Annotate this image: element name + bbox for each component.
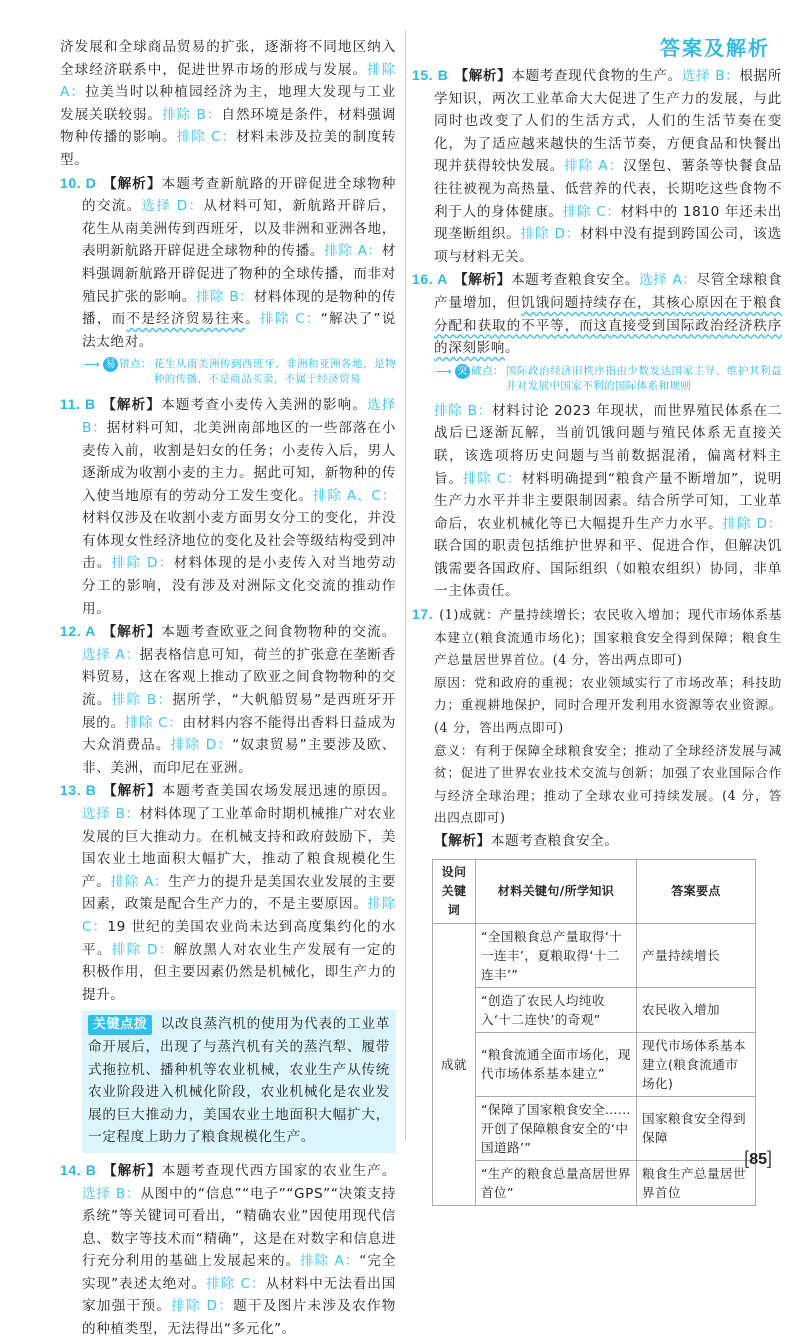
table-header-cell: 设问关键词 [433, 859, 476, 923]
table-answer-cell: 农民收入增加 [637, 987, 756, 1032]
table-material-cell: “粮食流通全面市场化，现代市场体系基本建立” [476, 1032, 637, 1096]
text-segment: 据材料可知，北美洲南部地区的一些部落在小麦传入前，收割是妇女的任务；小麦传入后，男人逐渐成为收割小麦的主力。据此可知，新物种的传入使当地原有的劳动分工发生变化。 [82, 419, 397, 504]
text-segment: 材料未涉及拉美的制度转型。 [60, 129, 396, 168]
table-row [433, 1096, 756, 1160]
text-segment: “解决了”说法太绝对。 [82, 311, 397, 350]
table-answer-cell: 现代市场体系基本建立(粮食流通市场化) [637, 1032, 756, 1096]
answer-paragraph [82, 176, 396, 350]
text-segment: 。 [245, 311, 260, 328]
answer-paragraph [434, 68, 782, 265]
option-label: 排除 B： [195, 288, 254, 305]
text-segment: 从材料可知，新航路开辟后，花生从南美洲传到西班牙，以及非洲和亚洲各地，表明新航路开辟促进全球物种的传播。 [82, 198, 396, 260]
text-segment: 济发展和全球商品贸易的扩张，逐渐将不同地区纳入全球经济联系中，促进世界市场的形成与发展。 [60, 39, 396, 78]
text-segment: 拉美当时以种植园经济为主，地理大发现与工业发展关联较弱。 [60, 84, 396, 123]
option-label: 选择 B： [82, 397, 397, 436]
analysis-text: 本题考查粮食安全。 [490, 833, 619, 849]
option-label: 选择 B： [82, 1185, 141, 1202]
option-label: 排除 C： [206, 1275, 266, 1292]
text-segment: 材料体现了工业革命时期机械推广对农业发展的巨大推动力。在机械支持和政府鼓励下，美国农业土地面积大幅扩大，推动了粮食规模化生产。 [82, 806, 396, 890]
analysis-label: 【解析】 [434, 833, 491, 849]
option-label: 排除 A： [324, 243, 382, 260]
left-column [60, 36, 396, 1341]
text-segment: 尽管全球粮食产量增加，但 [434, 272, 783, 311]
answer-paragraph [82, 1163, 396, 1337]
table-material-cell: “生产的粮食总量高居世界首位” [476, 1160, 637, 1205]
table-keyword-cell: 成就 [433, 923, 476, 1205]
text-segment: 据表格信息可知，荷兰的扩张意在垄断香料贸易，这在客观上推动了欧亚之间食物物种的交流。 [82, 646, 396, 709]
table-material-cell: “保障了国家粮食安全……开创了保障粮食安全的‘中国道路’” [476, 1096, 637, 1160]
answer-item [60, 172, 396, 354]
table-row [433, 1032, 756, 1096]
option-label: 排除 D： [111, 555, 174, 572]
option-label: 排除 A： [110, 873, 169, 890]
question-number: 17. [412, 606, 434, 623]
table-answer-cell: 产量持续增长 [637, 923, 756, 987]
section-title: 答案及解析 [660, 36, 770, 60]
question-number: 14. B [60, 1161, 97, 1178]
table-row [433, 923, 756, 987]
callout-lead [455, 364, 504, 379]
callout-text: 花生从南美洲传到西班牙、非洲和亚洲各地，是物种的传播，不是商品买卖，不属于经济贸易 [153, 358, 396, 386]
analysis-table [432, 859, 756, 1206]
callout-badge-icon: 突 [455, 364, 470, 379]
option-label: 排除 A： [300, 1253, 360, 1270]
text-segment: 生产力的提升是美国农业发展的主要因素，政策是配合生产力的，不是主要原因。 [82, 873, 397, 913]
answer-item [412, 64, 782, 268]
callout-note [84, 357, 396, 387]
text-segment: 本题考查粮食安全。 [510, 272, 640, 289]
arrow-icon: ⟶ [436, 364, 453, 378]
callout-label: 错点： [119, 358, 152, 371]
option-label: 排除 A： [564, 158, 624, 175]
answer-paragraph [434, 272, 782, 356]
text-segment: 本题考查新航路的开辟促进全球物种的交流。 [82, 175, 396, 215]
text-segment: 【解析】 [101, 397, 162, 414]
answer-item-continued [412, 400, 782, 603]
text-segment: 从材料中无法看出国家加强干预。 [82, 1275, 396, 1315]
text-segment: 根据所学知识，两次工业革命大大促进了生产力的发展，与此同时也改变了人们的生活方式，人们的生活节奏在变化，为了适应越来越快的生活节奏，方便食品和快餐出现并获得较快发展。 [434, 68, 782, 175]
table-material-cell: “创造了农民人均纯收入‘十二连快’的奇观” [476, 987, 637, 1032]
table-header-cell: 答案要点 [637, 859, 756, 923]
question-number: 16. A [412, 271, 448, 288]
option-label: 排除 B： [434, 402, 492, 419]
text-segment: 【解析】 [102, 175, 162, 192]
option-label: 排除 D： [722, 515, 782, 532]
option-label: 排除 C： [259, 311, 321, 328]
option-label: 选择 A： [82, 646, 140, 663]
option-label: 排除 C： [462, 470, 522, 487]
page-number-value: 85 [749, 1151, 767, 1168]
text-segment: 材料体现的是小麦传入对当地劳动分工的影响，没有涉及对洲际文化交流的推动作用。 [82, 555, 396, 617]
answer-item [60, 779, 396, 1006]
table-header-cell: 材料关键句/所学知识 [476, 859, 637, 923]
page-number: [85] [744, 1148, 772, 1168]
text-segment: 材料仅涉及在收割小麦方面男女分工的变化，并没有体现女性经济地位的变化及社会等级结构受到冲击。 [82, 510, 396, 572]
option-label: 选择 D： [141, 198, 204, 215]
analysis-line [434, 830, 782, 853]
answer-point: 意义：有利于保障全球粮食安全；推动了全球经济发展与减贫；促进了世界农业技术交流与创新；加强了农业国际合作与经济全球治理；推动了全球农业可持续发展。(4 分，答出四点即可) [434, 742, 782, 826]
text-segment: 材料中没有提到跨国公司，该选项与材料无关。 [434, 226, 782, 265]
table-header-row [433, 859, 756, 923]
callout-text: 国际政治经济旧秩序指由少数发达国家主导、维护其利益并对发展中国家不利的国际体系和规则 [505, 364, 782, 392]
option-label: 选择 A： [639, 272, 697, 289]
option-label: 排除 C： [562, 203, 621, 220]
option-label: 排除 B： [162, 106, 222, 123]
text-segment: 解放黑人对农业生产发展有一定的积极作用，但主要因素仍然是机械化，即生产力的提升。 [82, 941, 396, 1003]
answer-item [60, 1159, 396, 1341]
table-row [433, 1160, 756, 1205]
text-segment: 【解析】 [101, 624, 162, 641]
callout-label: 破点： [471, 364, 504, 377]
text-segment: 材料明确提到“粮食产量不断增加”，说明生产力水平并非主要限制因素。结合所学可知，工业革命后，农业机械化等已大幅提升生产力水平。 [434, 470, 782, 532]
table-material-cell: “全国粮食总产量取得‘十一连丰’，夏粮取得‘十二连丰’” [476, 923, 637, 987]
right-column [412, 64, 782, 1206]
key-tip-tag: 关键点拨 [88, 1015, 152, 1035]
text-segment: 材料讨论 2023 年现状，而世界殖民体系在二战后已逐渐瓦解，当前饥饿问题与殖民体系无直接关联，该选项将历史问题与当前数据混淆，偏离材料主旨。 [434, 402, 782, 487]
answer-item [60, 620, 396, 779]
answer-item [60, 36, 396, 172]
text-segment: 自然环境是条件，材料强调物种传播的影响。 [60, 106, 396, 146]
option-label: 排除 D： [520, 226, 581, 243]
answer-item [412, 268, 782, 359]
text-segment: 。 [504, 340, 520, 357]
text-segment: 汉堡包、薯条等快餐食品往往被视为高热量、低营养的代表，长期吃这些食物不利于人的身体健康。 [434, 158, 783, 220]
option-label: 排除 C： [124, 714, 183, 731]
answer-point: (1)成就：产量持续增长；农民收入增加；现代市场体系基本建立(粮食流通市场化)；国家粮食安全得到保障；粮食生产总量居世界首位。(4 分，答出两点即可) [434, 607, 782, 668]
text-segment: 19 世纪的美国农业尚未达到高度集约化的水平。 [82, 918, 396, 958]
text-segment: 本题考查现代食物的生产。 [511, 68, 682, 84]
option-label: 排除 B： [111, 692, 173, 709]
table-row [433, 987, 756, 1032]
option-label: 排除 D： [170, 737, 233, 754]
key-tip-box [82, 1010, 396, 1153]
option-label: 排除 D： [111, 941, 174, 958]
table-answer-cell: 国家粮食安全得到保障 [637, 1096, 756, 1160]
text-segment: 材料强调新航路开辟促进了物种的全球传播，而非对殖民扩张的影响。 [82, 243, 396, 305]
answer-paragraph [82, 397, 396, 616]
key-tip-text: 以改良蒸汽机的使用为代表的工业革命开展后，出现了与蒸汽机有关的蒸汽犁、履带式拖拉机、播种机等农业机械，农业生产从传统农业阶段进入机械化阶段，农业机械化是农业发展的巨大推动力，美国农业土地面积大幅扩大，一定程度上助力了粮食规模化生产。 [88, 1016, 390, 1146]
answer-paragraph [434, 400, 782, 603]
answer-point: 原因：党和政府的重视；农业领域实行了市场改革；科技助力；重视耕地保护，同时合理开发利用水资源等农业资源。(4 分，答出两点即可) [434, 674, 782, 736]
option-label: 选择 B： [82, 806, 140, 822]
question-number: 12. A [60, 623, 96, 640]
table-answer-cell: 粮食生产总量居世界首位 [637, 1160, 756, 1205]
text-segment: “奴隶贸易”主要涉及欧、非、美洲，而印尼在亚洲。 [82, 737, 396, 776]
text-segment: 题干及图片未涉及农作物的种植类型，无法得出“多元化”。 [82, 1298, 396, 1338]
text-segment: 据所学，“大帆船贸易”是西班牙开展的。 [82, 692, 397, 731]
text-segment: 本题考查小麦传入美洲的影响。 [161, 397, 368, 414]
text-segment: 本题考查欧亚之间食物物种的交流。 [161, 624, 396, 641]
text-segment: 材料体现的是物种的传播，而 [82, 288, 396, 328]
text-segment: 材料中的 1810 年还未出现垄断组织。 [434, 203, 782, 243]
column-divider [405, 30, 406, 1140]
answer-paragraph [60, 36, 396, 172]
text-segment: 从图中的“信息”“电子”“GPS”“决策支持系统”等关键词可看出，“精确农业”因使用现代信息、数字等技术而“精确”，这是在对数字和信息进行充分利用的基础上发展起来的。 [82, 1185, 396, 1270]
text-segment: 本题考查现代西方国家的农业生产。 [161, 1162, 396, 1179]
answer-paragraph [82, 624, 396, 776]
text-segment: 【解析】 [102, 1162, 162, 1179]
answer-paragraph [82, 783, 396, 1002]
option-label: 排除 C： [82, 896, 397, 935]
question-number: 13. B [60, 782, 97, 799]
text-segment: 不是经济贸易往来 [126, 311, 246, 328]
callout-badge-icon: 易 [103, 357, 118, 372]
option-label: 排除 D： [171, 1298, 234, 1315]
text-segment: 联合国的职责包括维护世界和平、促进合作，但解决饥饿需要各国政府、国际组织（如粮农组织）协同，非单一主体责任。 [434, 538, 782, 600]
answer-item [60, 393, 396, 620]
callout-lead [103, 357, 152, 372]
option-label: 排除 A： [60, 61, 396, 101]
text-segment: 【解析】 [454, 68, 512, 84]
text-segment: 【解析】 [102, 783, 162, 800]
text-segment: 饥饿问题持续存在，其核心原因在于粮食分配和获取的不平等，而这直接受到国际政治经济秩序的深刻影响 [434, 294, 782, 357]
callout-note [436, 364, 782, 394]
answer-item [412, 603, 782, 853]
text-segment: “完全实现”表述太绝对。 [82, 1253, 397, 1292]
text-segment: 本题考查美国农场发展迅速的原因。 [161, 783, 396, 800]
question-number: 10. D [60, 174, 97, 191]
question-number: 11. B [60, 396, 96, 413]
option-label: 排除 A、C： [312, 487, 396, 504]
option-label: 排除 C： [176, 129, 237, 146]
question-number: 15. B [412, 67, 449, 83]
text-segment: 由材料内容不能得出香料日益成为大众消费品。 [82, 714, 396, 754]
text-segment: 【解析】 [453, 272, 511, 289]
arrow-icon: ⟶ [84, 358, 101, 372]
option-label: 选择 B： [681, 68, 740, 84]
